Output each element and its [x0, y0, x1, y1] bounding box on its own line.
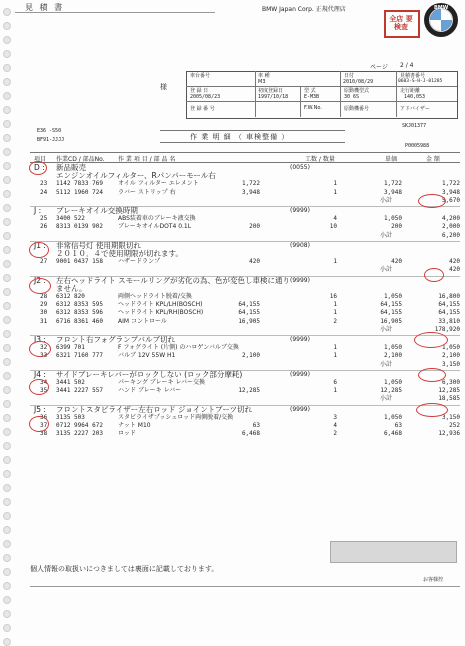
customer-suffix: 様 — [160, 83, 167, 91]
quantity: 16 — [329, 293, 337, 300]
model-value: M3 — [258, 79, 266, 85]
line-amount: 4,200 — [441, 215, 460, 223]
quantity: 1 — [333, 309, 337, 317]
info-col-1 — [255, 71, 256, 117]
list-price: 12,285 — [238, 387, 260, 395]
line-amount: 1,722 — [441, 180, 460, 188]
reg-date-label: 登 録 日 — [190, 88, 209, 94]
list-price: 63 — [252, 422, 260, 429]
unit-price: 64,155 — [380, 301, 402, 309]
part-name: バルブ 12V 55W H1 — [118, 352, 176, 360]
binder-hole — [3, 484, 11, 492]
part-number: 6312 820 — [56, 293, 85, 300]
binder-hole — [3, 638, 11, 646]
binder-hole — [3, 624, 11, 632]
line-amount: 16,800 — [438, 293, 460, 300]
subtotal-value: 5,670 — [441, 196, 460, 204]
binder-hole — [3, 582, 11, 590]
mileage-label: 走行距離 — [400, 88, 421, 94]
quantity: 2 — [333, 317, 337, 325]
part-name: F フォグライト (片側) のハロゲンバルブ交換 — [118, 344, 239, 352]
info-divider-2 — [186, 101, 457, 102]
model-label: 車 種 — [258, 73, 270, 79]
section-subtitle — [0, 172, 465, 180]
binder-hole — [3, 470, 11, 478]
mileage-value: 140,053 — [404, 94, 426, 100]
title-underline — [15, 12, 215, 13]
work-title-top — [160, 130, 345, 131]
col-qty: 工数 / 数量 — [305, 156, 335, 163]
line-amount: 420 — [449, 258, 460, 266]
section-subtitle-text: ません。 — [56, 283, 87, 293]
line-amount: 12,285 — [438, 387, 460, 395]
part-number: 3441 502 — [56, 379, 85, 386]
table-row — [0, 189, 465, 197]
table-row — [0, 344, 465, 352]
part-name: ABS装着車のブレーキ液交換 — [118, 215, 196, 223]
table-row — [0, 379, 465, 387]
highlight-circle — [416, 403, 448, 417]
part-name: スタビライザプッシュロッド両側脱着/交換 — [118, 413, 234, 421]
binder-hole — [3, 64, 11, 72]
binder-hole — [3, 120, 11, 128]
line-number: 29 — [40, 301, 48, 309]
line-number: 38 — [40, 430, 48, 438]
table-row — [0, 387, 465, 395]
section-subtitle — [0, 250, 465, 258]
plate-label: 登 録 番 号 — [190, 106, 215, 112]
binder-hole — [3, 92, 11, 100]
col-item: 項目 — [34, 156, 47, 163]
section-label: J4 : — [34, 369, 46, 379]
estimate-no-label: 見積書番号 — [400, 73, 426, 79]
part-name: AIM コントロール — [118, 317, 167, 325]
binder-hole — [3, 526, 11, 534]
table-row — [0, 293, 465, 301]
stamp-text: 全店 要検査 — [389, 15, 413, 31]
part-number: 3400 522 — [56, 215, 85, 223]
date-label: 日付 — [344, 73, 355, 79]
list-price: 16,905 — [238, 317, 260, 325]
subtotal-row — [0, 361, 465, 369]
section-title: フロント右フォグランプバルブ切れ — [56, 335, 176, 344]
part-number: 6399 701 — [56, 344, 85, 352]
part-name: ハンド ブレーキ レバー — [118, 387, 182, 395]
date-value: 2010/08/29 — [343, 79, 374, 85]
section-code: (9999) — [290, 370, 310, 378]
highlight-circle — [29, 379, 49, 395]
line-number: 37 — [40, 422, 48, 429]
line-number: 27 — [40, 258, 48, 266]
quantity: 1 — [333, 258, 337, 266]
engine-no-label: 原動機番号 — [344, 106, 370, 112]
table-row — [0, 414, 465, 422]
unit-price: 63 — [394, 422, 402, 429]
section-code: (9999) — [290, 336, 310, 343]
highlight-circle — [29, 413, 49, 432]
section-label: J : — [34, 206, 42, 215]
section-code: (0055) — [290, 164, 310, 171]
subtotal-row — [0, 197, 465, 205]
part-name: オイル フィルター エレメント — [118, 180, 199, 188]
line-amount: 33,810 — [438, 317, 460, 325]
line-number: 33 — [40, 352, 48, 360]
section-code: (9999) — [290, 207, 310, 214]
page-number: 2 / 4 — [400, 62, 414, 69]
subtotal-value: 3,150 — [441, 360, 460, 368]
col-amount: 金 額 — [426, 156, 440, 163]
quantity: 3 — [333, 413, 337, 421]
part-number: 5112 1960 724 — [56, 188, 103, 196]
list-price: 3,948 — [241, 188, 260, 196]
part-number: 6716 8361 460 — [56, 317, 103, 325]
part-number: 6321 7160 777 — [56, 352, 103, 360]
binder-hole — [3, 512, 11, 520]
table-row — [0, 352, 465, 360]
unit-price: 1,050 — [383, 344, 402, 352]
subtotal-value: 420 — [449, 266, 460, 274]
section-subtitle-text: エンジンオイルフィルター、Rパンパーモール右 — [56, 171, 216, 181]
unit-price: 1,050 — [383, 215, 402, 223]
section-label: J2 : — [34, 275, 46, 285]
subtotal-label: 小計 — [380, 325, 393, 333]
list-price: 420 — [249, 258, 260, 266]
bmw-logo-text: BMW — [434, 5, 449, 11]
subtotal-row — [0, 395, 465, 403]
line-number: 23 — [40, 180, 48, 188]
work-title: 作 業 明 細 （ 車検整備 ） — [190, 133, 290, 141]
code-right-1: SKJ01377 — [402, 123, 427, 129]
unit-price: 12,285 — [380, 387, 402, 395]
unit-price: 6,468 — [383, 430, 402, 438]
advisor-label: アドバイザー — [400, 106, 430, 112]
highlight-circle — [418, 368, 446, 382]
line-amount: 252 — [449, 422, 460, 429]
section-title: サイドブレーキレバーがロックしない (ロック部分摩耗) — [56, 369, 243, 379]
quantity: 1 — [333, 344, 337, 352]
highlight-circle — [29, 341, 51, 357]
binder-hole — [3, 610, 11, 618]
quantity: 2 — [333, 430, 337, 438]
quantity: 1 — [333, 387, 337, 395]
part-number: 9001 0437 158 — [56, 258, 103, 266]
col-desc: 作 業 項 目 / 部 品 名 — [118, 156, 176, 163]
subtotal-value: 18,585 — [438, 395, 460, 403]
list-price: 64,155 — [238, 301, 260, 309]
subtotal-value: 6,200 — [441, 231, 460, 239]
line-amount: 64,155 — [438, 301, 460, 309]
subtotal-row — [0, 266, 465, 274]
unit-price: 2,100 — [383, 352, 402, 360]
estimate-no-value: 0603-S-H-J-01285 — [398, 79, 443, 84]
line-amount: 12,936 — [438, 430, 460, 438]
line-number: 26 — [40, 223, 48, 231]
doc-title: 見 積 書 — [25, 3, 65, 12]
line-amount: 3,948 — [441, 188, 460, 196]
section-title: フロントスタビライザー左右ロッド ジョイントブーツ切れ — [56, 404, 253, 414]
quantity: 1 — [333, 188, 337, 196]
bmw-roundel-icon — [429, 8, 453, 32]
section-code: (9999) — [290, 405, 310, 413]
unit-price: 3,948 — [383, 188, 402, 196]
part-number: 3135 2227 203 — [56, 430, 103, 438]
subtotal-value: 178,920 — [434, 325, 460, 333]
table-row — [0, 430, 465, 438]
header-top-line — [30, 152, 460, 153]
subtotal-label: 小計 — [380, 395, 393, 403]
binder-hole — [3, 540, 11, 548]
line-amount: 2,100 — [441, 352, 460, 360]
binder-hole — [3, 456, 11, 464]
line-number: 24 — [40, 188, 48, 196]
highlight-circle — [29, 275, 51, 294]
part-number: 3441 2227 557 — [56, 387, 103, 395]
unit-price: 420 — [391, 258, 402, 266]
reg-no-label: 車台番号 — [190, 73, 211, 79]
line-number: 36 — [40, 413, 48, 421]
table-row — [0, 301, 465, 309]
binder-hole — [3, 50, 11, 58]
subtotal-label: 小計 — [380, 196, 393, 204]
section-subtitle — [0, 285, 465, 293]
line-amount: 64,155 — [438, 309, 460, 317]
section-code: (9908) — [290, 241, 310, 249]
subtotal-label: 小計 — [380, 360, 393, 368]
line-number: 28 — [40, 293, 48, 300]
part-name: ロッド — [118, 430, 136, 438]
section-code: (9999) — [290, 276, 310, 284]
info-col-2 — [300, 86, 301, 117]
list-price: 64,155 — [238, 309, 260, 317]
table-row — [0, 318, 465, 326]
section-label: D : — [34, 163, 45, 172]
engine-label: 原動機型式 — [344, 88, 370, 94]
part-name: ラバー ストリップ 右 — [118, 188, 176, 196]
highlight-circle — [29, 161, 47, 175]
line-amount: 6,300 — [441, 379, 460, 386]
line-amount: 3,150 — [441, 413, 460, 421]
section-subtitle-text: ２０１０．４で使用期限が切れます。 — [56, 249, 183, 258]
part-name: ヘッドライト KPL/RH(BOSCH) — [118, 309, 204, 317]
binder-hole — [3, 498, 11, 506]
unit-price: 1,050 — [383, 379, 402, 386]
section-header — [0, 207, 465, 215]
part-name: ナット M10 — [118, 422, 151, 429]
unit-price: 16,905 — [380, 317, 402, 325]
binder-hole — [3, 554, 11, 562]
unit-price: 1,050 — [383, 293, 402, 300]
part-number: 3135 503 — [56, 413, 85, 421]
binder-hole — [3, 78, 11, 86]
binder-hole — [3, 148, 11, 156]
blank-field — [330, 541, 457, 563]
table-row — [0, 422, 465, 430]
line-number: 35 — [40, 387, 48, 395]
copy-label: お客様控 — [423, 577, 444, 583]
list-price: 2,100 — [241, 352, 260, 360]
part-number: 0712 9964 672 — [56, 422, 103, 429]
first-reg-label: 初度登録日 — [258, 88, 284, 94]
binder-hole — [3, 596, 11, 604]
footer-line — [30, 586, 460, 587]
binder-hole — [3, 568, 11, 576]
col-code: 作業CD / 部品No. — [56, 156, 105, 163]
line-number: 31 — [40, 317, 48, 325]
quantity: 1 — [333, 301, 337, 309]
list-price: 6,468 — [241, 430, 260, 438]
part-number: 8313 0139 902 — [56, 223, 103, 231]
list-price: 200 — [249, 223, 260, 231]
privacy-notice: 個人情報の取扱いにつきましては裏面に記載しております。 — [30, 565, 219, 573]
part-number: 6312 8353 595 — [56, 301, 103, 309]
info-col-4 — [396, 71, 397, 117]
subtotal-row — [0, 232, 465, 240]
unit-price: 1,722 — [383, 180, 402, 188]
subtotal-label: 小計 — [380, 266, 393, 274]
work-title-bottom — [160, 142, 345, 143]
section-header — [0, 336, 465, 344]
binder-hole — [3, 36, 11, 44]
line-amount: 1,050 — [441, 344, 460, 352]
highlight-circle — [424, 268, 444, 282]
line-number: 30 — [40, 309, 48, 317]
section-label: J5 : — [34, 404, 46, 414]
table-row — [0, 180, 465, 188]
col-unit: 単価 — [385, 156, 398, 163]
engine-value: 30 6S — [344, 94, 360, 100]
section-header — [0, 371, 465, 379]
binder-hole — [3, 134, 11, 142]
highlight-circle — [418, 194, 446, 208]
line-number: 34 — [40, 379, 48, 386]
section-title: 新品販売 — [56, 163, 86, 172]
part-name: ブレーキオイルDOT4 0.1L — [118, 223, 192, 231]
section-label: J1 : — [34, 240, 46, 250]
table-row — [0, 223, 465, 231]
quantity: 4 — [333, 422, 337, 429]
dealer-name: BMW Japan Corp. 正規代理店 — [262, 6, 346, 13]
highlight-circle — [414, 332, 448, 348]
code-left-2: BF91-JJJJ — [37, 137, 65, 143]
section-label: J3 : — [34, 335, 46, 344]
quantity: 6 — [333, 379, 337, 386]
subtotal-label: 小計 — [380, 231, 393, 239]
part-number: 1142 7833 769 — [56, 180, 103, 188]
unit-price: 200 — [391, 223, 402, 231]
list-price: 1,722 — [241, 180, 260, 188]
table-row — [0, 215, 465, 223]
part-name: 両側ヘッドライト脱着/交換 — [118, 293, 192, 300]
inspection-stamp — [384, 10, 420, 38]
section-header — [0, 406, 465, 414]
table-row — [0, 309, 465, 317]
part-number: 6312 8353 596 — [56, 309, 103, 317]
part-name: ハザードランプ — [118, 258, 161, 266]
table-row — [0, 258, 465, 266]
type-label: 型 式 — [304, 88, 316, 94]
binder-hole — [3, 8, 11, 16]
highlight-circle — [29, 242, 49, 258]
binder-hole — [3, 106, 11, 114]
part-name: パーキング ブレーキ レバー交換 — [118, 379, 205, 386]
code-left-1: E36 -S50 — [37, 128, 62, 134]
reg-date-value: 2005/08/23 — [190, 94, 221, 100]
code-right-2: P0005988 — [405, 143, 430, 149]
binder-hole — [3, 442, 11, 450]
binder-hole — [3, 22, 11, 30]
unit-price: 64,155 — [380, 309, 402, 317]
part-name: ヘッドライト KPL/LH(BOSCH) — [118, 301, 203, 309]
page-label: ページ — [370, 64, 388, 71]
subtotal-row — [0, 326, 465, 334]
quantity: 1 — [333, 180, 337, 188]
quantity: 1 — [333, 352, 337, 360]
vin-label: F.W.No. — [304, 105, 322, 111]
info-col-3 — [340, 71, 341, 117]
quantity: 10 — [329, 223, 337, 231]
section-title: ブレーキオイル交換時期 — [56, 206, 138, 215]
section-title: 左右ヘッドライト スモールリングが劣化の為、色が変色し車検に通り — [56, 275, 291, 285]
unit-price: 1,050 — [383, 413, 402, 421]
section-title: 非常信号灯 使用期限切れ — [56, 240, 141, 250]
line-amount: 2,000 — [441, 223, 460, 231]
line-number: 32 — [40, 344, 48, 352]
quantity: 4 — [333, 215, 337, 223]
type-value: E-M3B — [304, 94, 320, 100]
first-reg-value: 1997/10/18 — [258, 94, 289, 100]
line-number: 25 — [40, 215, 48, 223]
